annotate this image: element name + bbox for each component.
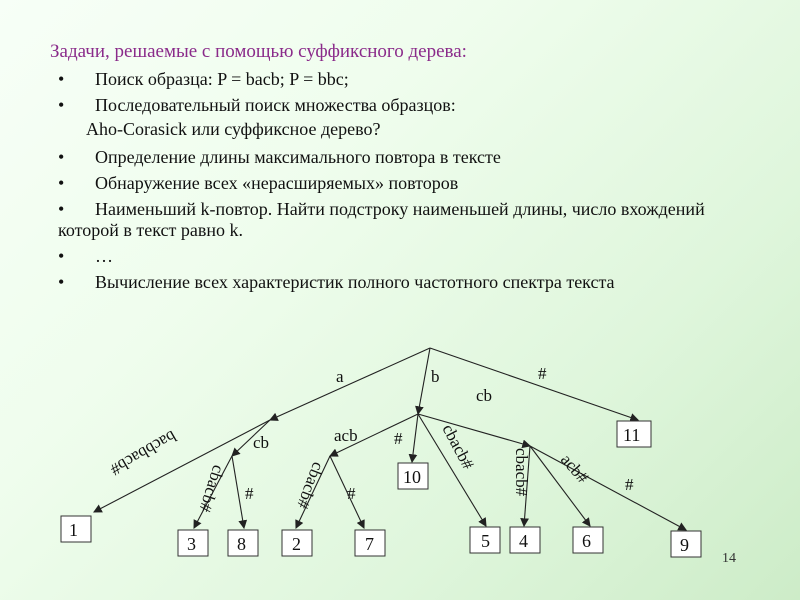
edge-label-a: a	[336, 367, 344, 386]
slide-title: Задачи, решаемые с помощью суффиксного дерева:	[50, 41, 467, 62]
leaf-label-3: 3	[187, 534, 196, 554]
bullet-marker: •	[58, 272, 65, 292]
edge-root-hash	[430, 348, 638, 420]
leaf-label-6: 6	[582, 531, 591, 551]
edge-label-cbacb-left1: cbacb#	[195, 462, 229, 515]
bullet-text: Вычисление всех характеристик полного частотного спектра текста	[95, 272, 615, 292]
edge-label-cbacb-left2: cbacb#	[293, 459, 329, 512]
leaf-label-8: 8	[237, 534, 246, 554]
bullet-marker: •	[58, 69, 65, 89]
edge-label-hash-top: #	[538, 364, 547, 383]
edge-label-cb-left: cb	[253, 433, 270, 452]
edge-root-a	[270, 348, 430, 420]
bullet-text: Поиск образца: P = bacb; P = bbc;	[95, 69, 349, 89]
subitem-text: Aho-Corasick или суффиксное дерево?	[86, 119, 381, 139]
bullet-text: Последовательный поиск множества образцов:	[95, 95, 456, 115]
edge-label-hash-mid: #	[394, 429, 403, 448]
bullet-marker: •	[58, 173, 65, 193]
bullet-marker: •	[58, 147, 65, 167]
edge-cb-left-hash	[232, 456, 244, 528]
edge-label-cbacb-right: cbacb#	[512, 448, 531, 497]
edge-label-hash-right: #	[625, 475, 634, 494]
leaf-label-11: 11	[623, 425, 641, 445]
page-number: 14	[722, 551, 736, 566]
edge-label-cbacb-mid: cbacb#	[438, 420, 478, 473]
leaf-label-10: 10	[403, 467, 421, 487]
leaf-label-2: 2	[292, 534, 301, 554]
bullet-text: Наименьший k-повтор. Найти подстроку наименьшей длины, число вхождений которой в текст равно k.	[58, 199, 705, 240]
leaf-label-9: 9	[680, 535, 689, 555]
edge-root-b	[418, 348, 430, 414]
bullet-marker: •	[58, 95, 65, 115]
bullet-text: …	[95, 246, 113, 266]
edge-label-bacbbacb: bacbbacb#	[107, 426, 180, 480]
edge-label-b: b	[431, 367, 440, 386]
bullet-text: Определение длины максимального повтора в тексте	[95, 147, 501, 167]
edge-label-acb-right: acb#	[556, 450, 593, 487]
edge-label-acb: acb	[334, 426, 358, 445]
edge-cb-right-acb	[530, 446, 590, 526]
leaf-label-4: 4	[519, 531, 528, 551]
bullet-text: Обнаружение всех «нерасширяемых» повторов	[95, 173, 459, 193]
edge-label-hash-left2: #	[347, 484, 356, 503]
leaf-label-1: 1	[69, 520, 78, 540]
edge-label-cb-right: cb	[476, 386, 493, 405]
leaf-label-5: 5	[481, 531, 490, 551]
edge-cb-right-hash	[530, 446, 686, 530]
bullet-marker: •	[58, 246, 65, 266]
bullet-marker: •	[58, 199, 65, 219]
leaf-label-7: 7	[365, 534, 374, 554]
edge-b-hash	[412, 414, 418, 462]
edge-label-hash-left1: #	[245, 484, 254, 503]
